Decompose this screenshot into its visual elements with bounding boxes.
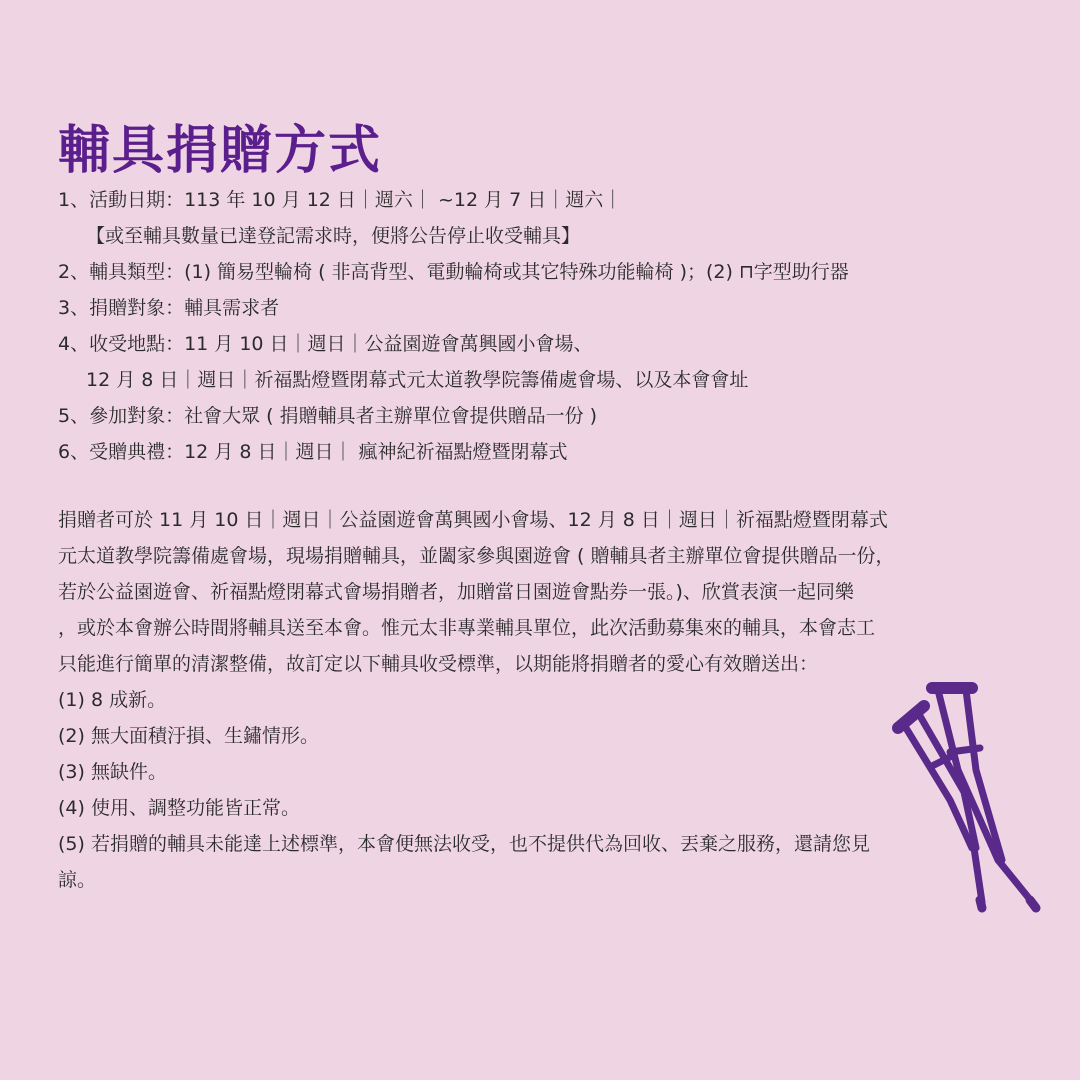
paragraph-line: 元太道教學院籌備處會場，現場捐贈輔具，並闔家參與園遊會 ( 贈輔具者主辦單位會提供贈品一份， (58, 545, 895, 567)
paragraph-line: 捐贈者可於 11 月 10 日｜週日｜公益園遊會萬興國小會場、12 月 8 日｜週日｜祈福點燈暨閉幕式 (58, 509, 888, 531)
list-item: 1、活動日期：113 年 10 月 12 日｜週六｜ ~12 月 7 日｜週六｜ (58, 189, 623, 211)
standard-item: (3) 無缺件。 (58, 761, 167, 783)
paragraph-line: 若於公益園遊會、祈福點燈閉幕式會場捐贈者，加贈當日園遊會點券一張。)、欣賞表演一起同樂 (58, 581, 854, 603)
list-item: 12 月 8 日｜週日｜祈福點燈暨閉幕式元太道教學院籌備處會場、以及本會會址 (86, 369, 749, 391)
crutches-icon (880, 670, 1050, 920)
list-item: 2、輔具類型：(1) 簡易型輪椅 ( 非高背型、電動輪椅或其它特殊功能輪椅 )；(2) ⊓字型助行器 (58, 261, 849, 283)
page-title: 輔具捐贈方式 (58, 121, 383, 181)
list-item: 【或至輔具數量已達登記需求時，便將公告停止收受輔具】 (86, 225, 581, 247)
event-info-list (58, 182, 958, 470)
standard-item: (2) 無大面積汙損、生鏽情形。 (58, 725, 319, 747)
standard-item: (4) 使用、調整功能皆正常。 (58, 797, 300, 819)
list-item: 4、收受地點：11 月 10 日｜週日｜公益園遊會萬興國小會場、 (58, 333, 593, 355)
paragraph-line: 只能進行簡單的清潔整備，故訂定以下輔具收受標準，以期能將捐贈者的愛心有效贈送出： (58, 653, 819, 675)
standard-item: 諒。 (58, 869, 97, 891)
list-item: 5、參加對象：社會大眾 ( 捐贈輔具者主辦單位會提供贈品一份 ) (58, 405, 598, 427)
donation-description (58, 502, 958, 898)
standard-item: (1) 8 成新。 (58, 689, 167, 711)
list-item: 3、捐贈對象：輔具需求者 (58, 297, 280, 319)
standard-item: (5) 若捐贈的輔具未能達上述標準，本會便無法收受，也不提供代為回收、丟棄之服務，還請您見 (58, 833, 870, 855)
paragraph-line: ，或於本會辦公時間將輔具送至本會。惟元太非專業輔具單位，此次活動募集來的輔具，本會志工 (58, 617, 876, 639)
list-item: 6、受贈典禮：12 月 8 日｜週日｜ 瘋神紀祈福點燈暨閉幕式 (58, 441, 568, 463)
